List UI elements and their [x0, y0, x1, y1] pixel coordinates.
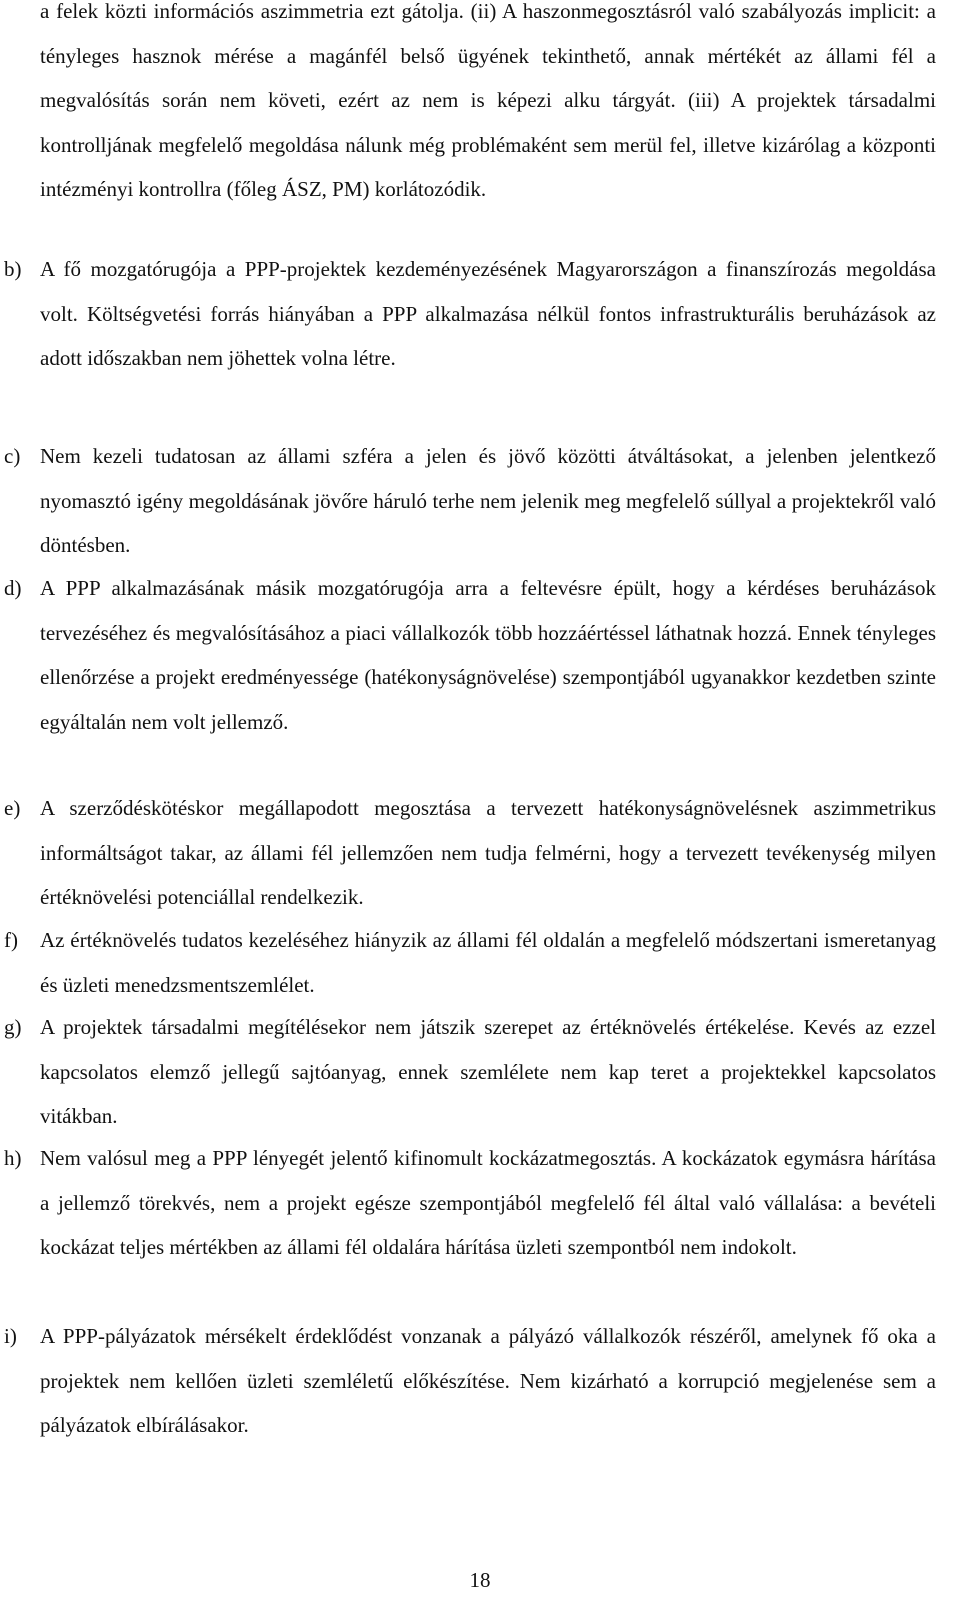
list-item-e — [0, 786, 936, 920]
list-marker: h) — [4, 1146, 22, 1170]
list-item-b — [0, 247, 936, 381]
page-number: 18 — [469, 1568, 491, 1592]
list-item-text: A fő mozgatórugója a PPP-projektek kezdeményezésének Magyarországon a finanszírozás megoldása volt. Költségvetési forrás hiányában a PPP alkalmazása nélkül fontos infrastrukturális beruházások az adott időszakban nem jöhettek volna létre. — [40, 257, 936, 370]
list-item-f — [0, 918, 936, 1007]
list-marker: f) — [4, 928, 18, 952]
list-marker: i) — [4, 1324, 17, 1348]
list-item-g — [0, 1005, 936, 1139]
list-item-text: A PPP alkalmazásának másik mozgatórugója arra a feltevésre épült, hogy a kérdéses beruházások tervezéséhez és megvalósításához a piaci vállalkozók több hozzáértéssel láthatnak hozzá. Ennek tényleges ellenőrzése a projekt eredményessége (hatékonyságnövelése) szempontjából ugyanakkor kezdetben szinte egyáltalán nem volt jellemző. — [40, 576, 936, 734]
list-item-h — [0, 1136, 936, 1270]
list-item-c — [0, 434, 936, 568]
list-item-text: Nem valósul meg a PPP lényegét jelentő kifinomult kockázatmegosztás. A kockázatok egymásra hárítása a jellemző törekvés, nem a projekt egésze szempontjából megfelelő fél által való vállalása: a bevételi kockázat teljes mértékben az állami fél oldalára hárítása üzleti szempontból nem indokolt. — [40, 1146, 936, 1259]
list-item-text: A PPP-pályázatok mérsékelt érdeklődést vonzanak a pályázó vállalkozók részéről, amelynek fő oka a projektek nem kellően üzleti szemléletű előkészítése. Nem kizárható a korrupció megjelenése sem a pályázatok elbírálásakor. — [40, 1324, 936, 1437]
list-item-text: A szerződéskötéskor megállapodott megosztása a tervezett hatékonyságnövelésnek aszimmetrikus informáltságot takar, az állami fél jellemzően nem tudja felmérni, hogy a tervezett tevékenység milyen értéknövelési potenciállal rendelkezik. — [40, 796, 936, 909]
continuation-paragraph: a felek közti információs aszimmetria ezt gátolja. (ii) A haszonmegosztásról való szabályozás implicit: a tényleges hasznok mérése a magánfél belső ügyének tekinthető, annak mértékét az állami fél a megvalósítás során nem követi, ezért az nem is képezi alku tárgyát. (iii) A projektek társadalmi kontrolljának megfelelő megoldása nálunk még problémaként sem merül fel, illetve kizárólag a központi intézményi kontrollra (főleg ÁSZ, PM) korlátozódik. — [40, 0, 936, 201]
list-item-text: Az értéknövelés tudatos kezeléséhez hiányzik az állami fél oldalán a megfelelő módszertani ismeretanyag és üzleti menedzsmentszemlélet. — [40, 928, 936, 997]
list-marker: b) — [4, 257, 22, 281]
list-item-d — [0, 566, 936, 744]
list-marker: g) — [4, 1015, 22, 1039]
list-marker: d) — [4, 576, 22, 600]
list-item-text: A projektek társadalmi megítélésekor nem játszik szerepet az értéknövelés értékelése. Kevés az ezzel kapcsolatos elemző jellegű sajtóanyag, ennek szemlélete nem kap teret a projektekkel kapcsolatos vitákban. — [40, 1015, 936, 1128]
list-marker: c) — [4, 444, 21, 468]
list-marker: e) — [4, 796, 21, 820]
list-item-text: Nem kezeli tudatosan az állami szféra a jelen és jövő közötti átváltásokat, a jelenben jelentkező nyomasztó igény megoldásának jövőre háruló terhe nem jelenik meg megfelelő súllyal a projektekről való döntésben. — [40, 444, 936, 557]
list-item-i — [0, 1314, 936, 1448]
